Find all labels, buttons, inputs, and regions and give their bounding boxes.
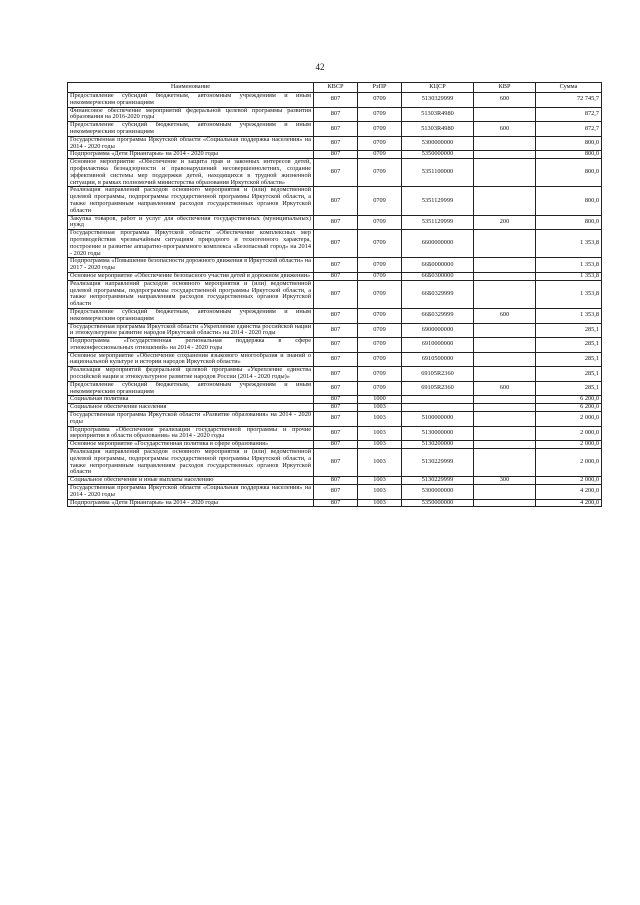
row-rzpr: 1003 (358, 477, 402, 485)
row-sum: 2 000,0 (536, 477, 602, 485)
row-kvsr: 807 (314, 381, 358, 396)
row-name: Основное мероприятие «Обеспечение безопасного участия детей в дорожном движении» (68, 272, 314, 280)
row-rzpr: 1003 (358, 499, 402, 507)
row-kvr (474, 187, 536, 215)
table-row (68, 159, 602, 187)
row-sum: 1 353,8 (536, 272, 602, 280)
row-name: Подпрограмма «Дети Приангарья» на 2014 - 2020 годы (68, 151, 314, 159)
table-row (68, 449, 602, 477)
row-kcsr: 5350000000 (402, 151, 474, 159)
row-kvr (474, 159, 536, 187)
row-rzpr: 0709 (358, 107, 402, 122)
table-row (68, 258, 602, 273)
row-sum: 72 745,7 (536, 93, 602, 108)
row-kvr (474, 280, 536, 308)
row-sum: 2 000,0 (536, 441, 602, 449)
row-kcsr: 6600000000 (402, 230, 474, 258)
row-sum: 2 000,0 (536, 412, 602, 427)
row-kvr (474, 258, 536, 273)
header-kcsr: КЦСР (402, 83, 474, 93)
row-kvsr: 807 (314, 352, 358, 367)
row-sum: 800,0 (536, 159, 602, 187)
row-kvsr: 807 (314, 151, 358, 159)
row-rzpr: 0709 (358, 352, 402, 367)
row-sum: 800,0 (536, 187, 602, 215)
row-kcsr: 5130229999 (402, 477, 474, 485)
row-name: Подпрограмма «Обеспечение реализации государственной программы и прочие мероприятия в области образования» на 2014 - 2020 годы (68, 426, 314, 441)
row-sum: 285,1 (536, 367, 602, 382)
row-kvsr: 807 (314, 258, 358, 273)
row-kcsr: 66Б0300000 (402, 272, 474, 280)
row-rzpr: 1003 (358, 485, 402, 500)
header-name: Наименование (68, 83, 314, 93)
row-kcsr: 5350000000 (402, 499, 474, 507)
row-rzpr: 0709 (358, 230, 402, 258)
row-rzpr: 0709 (358, 308, 402, 323)
table-row (68, 308, 602, 323)
row-kvr (474, 404, 536, 412)
row-sum: 2 000,0 (536, 449, 602, 477)
row-rzpr: 0709 (358, 258, 402, 273)
row-kvsr: 807 (314, 338, 358, 353)
row-name: Предоставление субсидий бюджетным, автономным учреждениям и иным некоммерческим организациям (68, 122, 314, 137)
row-sum: 285,1 (536, 323, 602, 338)
row-kvr: 600 (474, 122, 536, 137)
table-row (68, 93, 602, 108)
row-kcsr: 5351100000 (402, 159, 474, 187)
row-rzpr: 0709 (358, 187, 402, 215)
row-rzpr: 0709 (358, 151, 402, 159)
row-sum: 2 000,0 (536, 426, 602, 441)
row-kvr (474, 136, 536, 151)
row-rzpr: 0709 (358, 159, 402, 187)
row-kvr (474, 230, 536, 258)
row-kvr (474, 499, 536, 507)
row-rzpr: 0709 (358, 122, 402, 137)
row-name: Социальная политика (68, 396, 314, 404)
row-sum: 4 200,0 (536, 485, 602, 500)
row-kvr: 600 (474, 381, 536, 396)
row-name: Закупка товаров, работ и услуг для обеспечения государственных (муниципальных) нужд (68, 215, 314, 230)
row-kvsr: 807 (314, 396, 358, 404)
row-kvsr: 807 (314, 280, 358, 308)
row-name: Подпрограмма «Повышение безопасности дорожного движения в Иркутской области» на 2017 - 2020 годы (68, 258, 314, 273)
row-rzpr: 0709 (358, 215, 402, 230)
row-kvsr: 807 (314, 187, 358, 215)
row-kcsr: 5300000000 (402, 485, 474, 500)
row-sum: 800,0 (536, 215, 602, 230)
row-rzpr: 1003 (358, 441, 402, 449)
table-row (68, 338, 602, 353)
row-kcsr: 5300000000 (402, 136, 474, 151)
row-name: Основное мероприятие «Государственная политика в сфере образования» (68, 441, 314, 449)
row-kcsr: 5130229999 (402, 449, 474, 477)
row-name: Предоставление субсидий бюджетным, автономным учреждениям и иным некоммерческим организациям (68, 93, 314, 108)
row-rzpr: 0709 (358, 272, 402, 280)
row-kvsr: 807 (314, 107, 358, 122)
row-kcsr: 66Б0329999 (402, 280, 474, 308)
row-kvsr: 807 (314, 308, 358, 323)
row-kvsr: 807 (314, 404, 358, 412)
header-kvsr: КВСР (314, 83, 358, 93)
row-sum: 1 353,8 (536, 308, 602, 323)
table-row (68, 381, 602, 396)
row-sum: 800,0 (536, 136, 602, 151)
row-kvr (474, 485, 536, 500)
row-kcsr: 5130329999 (402, 93, 474, 108)
table-row (68, 367, 602, 382)
row-name: Социальное обеспечение и иные выплаты населению (68, 477, 314, 485)
table-row (68, 280, 602, 308)
row-kcsr: 51303R4980 (402, 107, 474, 122)
table-row (68, 107, 602, 122)
row-sum: 800,0 (536, 151, 602, 159)
row-sum: 4 200,0 (536, 499, 602, 507)
budget-table (67, 82, 602, 507)
row-sum: 285,1 (536, 338, 602, 353)
row-kvr (474, 412, 536, 427)
row-kcsr: 51303R4980 (402, 122, 474, 137)
row-kvr (474, 338, 536, 353)
row-kcsr: 5100000000 (402, 412, 474, 427)
row-name: Реализация направлений расходов основного мероприятия и (или) ведомственной целевой программы, подпрограммы государственной программы Иркутской области, а также непрограммным направлениям расходов государственных органов Иркутской области (68, 449, 314, 477)
row-rzpr: 0709 (358, 280, 402, 308)
page-number: 42 (315, 62, 325, 72)
row-rzpr: 0709 (358, 136, 402, 151)
row-kcsr: 6900000000 (402, 323, 474, 338)
header-kvr: КВР (474, 83, 536, 93)
row-kvr (474, 449, 536, 477)
row-kvsr: 807 (314, 499, 358, 507)
row-rzpr: 0709 (358, 381, 402, 396)
row-name: Финансовое обеспечение мероприятий федеральной целевой программы развития образования на 2016-2020 годы (68, 107, 314, 122)
row-kcsr: 5130200000 (402, 441, 474, 449)
table-row (68, 122, 602, 137)
row-name: Государственная программа Иркутской области «Развитие образования» на 2014 - 2020 годы (68, 412, 314, 427)
row-kcsr: 66Б0000000 (402, 258, 474, 273)
row-kcsr: 5351129999 (402, 215, 474, 230)
row-kvsr: 807 (314, 441, 358, 449)
row-kcsr: 5130000000 (402, 426, 474, 441)
row-kvr (474, 352, 536, 367)
table-row (68, 426, 602, 441)
row-kvr (474, 151, 536, 159)
row-name: Реализация направлений расходов основного мероприятия и (или) ведомственной целевой программы, подпрограммы государственной программы Иркутской области, а также непрограммным направлениям расходов государственных органов Иркутской области (68, 187, 314, 215)
table-row (68, 230, 602, 258)
row-kvsr: 807 (314, 367, 358, 382)
row-sum: 1 353,8 (536, 258, 602, 273)
row-name: Основное мероприятие «Обеспечение сохранения языкового многообразия и знаний о национальной культуре и истории народов Иркутской области» (68, 352, 314, 367)
row-kvr: 200 (474, 215, 536, 230)
row-kvsr: 807 (314, 122, 358, 137)
row-name: Подпрограмма «Дети Приангарья» на 2014 - 2020 годы (68, 499, 314, 507)
row-kcsr: 5351129999 (402, 187, 474, 215)
row-rzpr: 0709 (358, 93, 402, 108)
row-kvsr: 807 (314, 272, 358, 280)
row-kvsr: 807 (314, 136, 358, 151)
row-name: Подпрограмма «Государственная региональная поддержка в сфере этноконфессиональных отношений» на 2014 - 2020 годы (68, 338, 314, 353)
table-row (68, 485, 602, 500)
row-rzpr: 1003 (358, 449, 402, 477)
row-kvsr: 807 (314, 426, 358, 441)
row-kvsr: 807 (314, 449, 358, 477)
row-kcsr (402, 404, 474, 412)
row-name: Государственная программа Иркутской области «Социальная поддержка населения» на 2014 - 2020 годы (68, 485, 314, 500)
row-kvsr: 807 (314, 477, 358, 485)
table-row (68, 187, 602, 215)
row-sum: 6 200,0 (536, 396, 602, 404)
row-kcsr: 66Б0329999 (402, 308, 474, 323)
table-row (68, 499, 602, 507)
row-kvsr: 807 (314, 323, 358, 338)
table-row (68, 412, 602, 427)
row-kvr (474, 272, 536, 280)
table-body (68, 93, 602, 507)
row-sum: 1 353,8 (536, 230, 602, 258)
table-row (68, 136, 602, 151)
row-rzpr: 1003 (358, 426, 402, 441)
row-kcsr: 6910500000 (402, 352, 474, 367)
row-name: Предоставление субсидий бюджетным, автономным учреждениям и иным некоммерческим организациям (68, 381, 314, 396)
row-name: Государственная программа Иркутской области «Укрепление единства российской нации и этнокультурное развитие народов Иркутской области» на 2014 - 2020 годы (68, 323, 314, 338)
row-kvr (474, 323, 536, 338)
row-kvr (474, 107, 536, 122)
row-kvr (474, 367, 536, 382)
row-sum: 285,1 (536, 381, 602, 396)
row-name: Государственная программа Иркутской области «Обеспечение комплексных мер противодействия чрезвычайным ситуациям природного и техногенного характера, построение и развитие аппаратно-программного комплекса «Безопасный город» на 2014 - 2020 годы (68, 230, 314, 258)
row-kcsr: 69105R2360 (402, 367, 474, 382)
row-kcsr (402, 396, 474, 404)
row-sum: 1 353,8 (536, 280, 602, 308)
row-rzpr: 0709 (358, 338, 402, 353)
row-sum: 872,7 (536, 122, 602, 137)
row-name: Социальное обеспечение населения (68, 404, 314, 412)
row-kvr: 300 (474, 477, 536, 485)
row-kvsr: 807 (314, 412, 358, 427)
table-header-row (68, 83, 602, 93)
row-sum: 872,7 (536, 107, 602, 122)
row-rzpr: 0709 (358, 367, 402, 382)
header-sum: Сумма (536, 83, 602, 93)
row-kcsr: 69105R2360 (402, 381, 474, 396)
row-kvsr: 807 (314, 230, 358, 258)
row-kvsr: 807 (314, 485, 358, 500)
row-name: Реализация мероприятий федеральной целевой программы «Укрепление единства российской нации и этнокультурное развитие народов России (2014 - 2020 годы)» (68, 367, 314, 382)
table-row (68, 215, 602, 230)
row-name: Государственная программа Иркутской области «Социальная поддержка населения» на 2014 - 2020 годы (68, 136, 314, 151)
row-name: Предоставление субсидий бюджетным, автономным учреждениям и иным некоммерческим организациям (68, 308, 314, 323)
row-name: Основное мероприятие «Обеспечение и защита прав и законных интересов детей, профилактика безнадзорности и правонарушений несовершеннолетних, создание эффективной системы мер поддержки детей, находящихся в трудной жизненной ситуации, в рамках полномочий министерства образования Иркутской области» (68, 159, 314, 187)
row-rzpr: 1003 (358, 412, 402, 427)
row-name: Реализация направлений расходов основного мероприятия и (или) ведомственной целевой программы, подпрограммы государственной программы Иркутской области, а также непрограммным направлениям расходов государственных органов Иркутской области (68, 280, 314, 308)
row-kvr (474, 396, 536, 404)
row-rzpr: 1000 (358, 396, 402, 404)
row-kvsr: 807 (314, 159, 358, 187)
row-kvsr: 807 (314, 93, 358, 108)
row-kvr (474, 441, 536, 449)
header-rzpr: РзПР (358, 83, 402, 93)
row-kcsr: 6910000000 (402, 338, 474, 353)
row-kvr: 600 (474, 308, 536, 323)
row-rzpr: 0709 (358, 323, 402, 338)
row-rzpr: 1003 (358, 404, 402, 412)
row-kvr (474, 426, 536, 441)
row-kvsr: 807 (314, 215, 358, 230)
row-sum: 6 200,0 (536, 404, 602, 412)
table-row (68, 323, 602, 338)
table-row (68, 352, 602, 367)
row-kvr: 600 (474, 93, 536, 108)
row-sum: 285,1 (536, 352, 602, 367)
